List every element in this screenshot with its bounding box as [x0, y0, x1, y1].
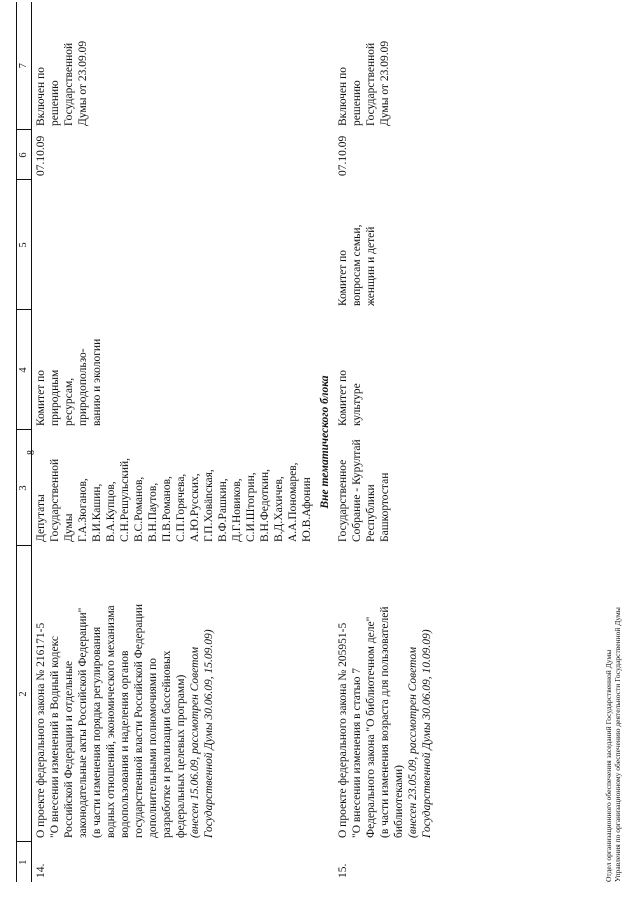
author-line: С.П.Горячева, [175, 473, 187, 542]
bill-note-line: (внесен 23.05.09, рассмотрен Советом [407, 646, 419, 838]
author-line: П.В.Романов, [161, 476, 173, 542]
author-line: В.И.Кашин, [91, 483, 103, 542]
bill-title-line: разработке и реализации бассейновых [161, 650, 173, 838]
author-line: В.Н.Федоткин, [259, 468, 271, 542]
bill-title-line: водных отношений, экономического механизма [105, 605, 117, 838]
section-title: Вне тематического блока [319, 375, 331, 509]
committee-line: ванию и экологии [91, 338, 103, 426]
table-row [32, 2, 317, 882]
footer-line: Управления по организационному обеспечению деятельности Государственной Думы [613, 607, 622, 882]
status-line: Государственной [365, 42, 377, 126]
bill-title-line: "О внесении изменений в Водный кодекс [49, 636, 61, 838]
footer [604, 607, 622, 882]
committee-cell [334, 310, 436, 430]
bill-title-line: О проекте федерального закона № 216171-5 [35, 622, 47, 838]
author-line: С.Н.Решульский, [119, 457, 131, 542]
co-committee-line: вопросам семьи, [351, 224, 363, 306]
committee-line: ресурсам, [63, 377, 75, 426]
page-number: 8 [26, 450, 37, 455]
status-cell [32, 2, 317, 130]
bill-note-line: Государственной Думы 30.06.09, 15.09.09) [203, 629, 215, 838]
bill-title-line: государственной власти Российской Федерации [133, 604, 145, 838]
row-number: 15. [337, 863, 349, 878]
bill-title-line: федеральных целевых программ) [175, 674, 187, 838]
co-committee-line: Комитет по [337, 250, 349, 306]
section-row [316, 2, 334, 882]
status-line: Включен по [337, 67, 349, 126]
author-line: Думы [63, 513, 75, 542]
bill-title-line: библиотеками) [393, 765, 405, 838]
column-header: 1 [17, 842, 32, 882]
status-line: Государственной [63, 42, 75, 126]
committee-cell [32, 310, 317, 430]
status-line: Думы от 23.09.09 [379, 40, 391, 126]
committee-line: природным [49, 369, 61, 426]
authors-cell [32, 430, 317, 546]
column-header: 3 [17, 430, 32, 546]
author-line: Собрание - Курултай [351, 439, 363, 542]
footer-line: Отдел организационного обеспечения заседаний Государственной Думы [604, 649, 613, 882]
author-line: А.А.Пономарев, [287, 462, 299, 542]
author-line: Г.П.Ховänская, [203, 469, 215, 542]
co-committee-cell [334, 180, 436, 310]
co-committee-line: женщин и детей [365, 226, 377, 306]
author-line: Ю.В.Афонин [301, 477, 313, 542]
author-line: В.А.Купцов, [105, 481, 117, 542]
author-line: Д.Г.Новиков, [231, 478, 243, 542]
author-line: А.Ю.Русских, [189, 473, 201, 542]
bill-title-line: водопользования и наделения органов [119, 650, 131, 838]
table-row [334, 2, 436, 882]
bill-title-line: (в части изменения порядка регулирования [91, 626, 103, 838]
author-line: Г.А.Зюганов, [77, 478, 89, 542]
bill-title-line: (в части изменения возраста для пользователей [379, 606, 391, 838]
author-line: С.И.Штогрин, [245, 472, 257, 542]
date-cell: 07.10.09 [35, 135, 47, 176]
status-line: Включен по [35, 67, 47, 126]
author-line: В.С.Романов, [133, 476, 145, 542]
column-header-row [17, 2, 32, 882]
bill-title-line: "О внесении изменения в статью 7 [351, 667, 363, 838]
committee-line: Комитет по [337, 370, 349, 426]
author-line: В.Н.Паутов, [147, 482, 159, 542]
column-header: 4 [17, 310, 32, 430]
author-line: Государственное [337, 459, 349, 542]
bill-description [334, 546, 436, 842]
committee-line: Комитет по [35, 370, 47, 426]
status-line: решению [351, 80, 363, 126]
column-header: 2 [17, 546, 32, 842]
bill-note-line: Государственной Думы 30.06.09, 10.09.09) [421, 629, 433, 838]
date-cell: 07.10.09 [337, 135, 349, 176]
author-line: Республики [365, 484, 377, 542]
bill-title-line: О проекте федерального закона № 205951-5 [337, 622, 349, 838]
column-header: 7 [17, 2, 32, 130]
bill-note-line: (внесен 15.06.09, рассмотрен Советом [189, 646, 201, 838]
status-line: решению [49, 80, 61, 126]
bill-description [32, 546, 317, 842]
column-header: 6 [17, 130, 32, 180]
bill-title-line: дополнительными полномочиями по [147, 657, 159, 838]
bill-title-line: Федерального закона "О библиотечном деле" [365, 616, 377, 838]
status-cell [334, 2, 436, 130]
author-line: Государственной [49, 458, 61, 542]
row-number: 14. [35, 863, 47, 878]
author-line: Депутаты [35, 494, 47, 542]
column-header: 5 [17, 180, 32, 310]
authors-cell [334, 430, 436, 546]
author-line: Башкортостан [379, 472, 391, 542]
agenda-table [16, 2, 436, 882]
author-line: В.Д.Хахичев, [273, 476, 285, 542]
committee-line: культуре [351, 383, 363, 426]
status-line: Думы от 23.09.09 [77, 40, 89, 126]
bill-title-line: законодательные акты Российской Федерации" [77, 607, 89, 838]
author-line: В.Ф.Рашкин, [217, 478, 229, 542]
co-committee-cell [32, 180, 317, 310]
bill-title-line: Российской Федерации и отдельные [63, 660, 75, 838]
committee-line: природопользо- [77, 348, 89, 426]
